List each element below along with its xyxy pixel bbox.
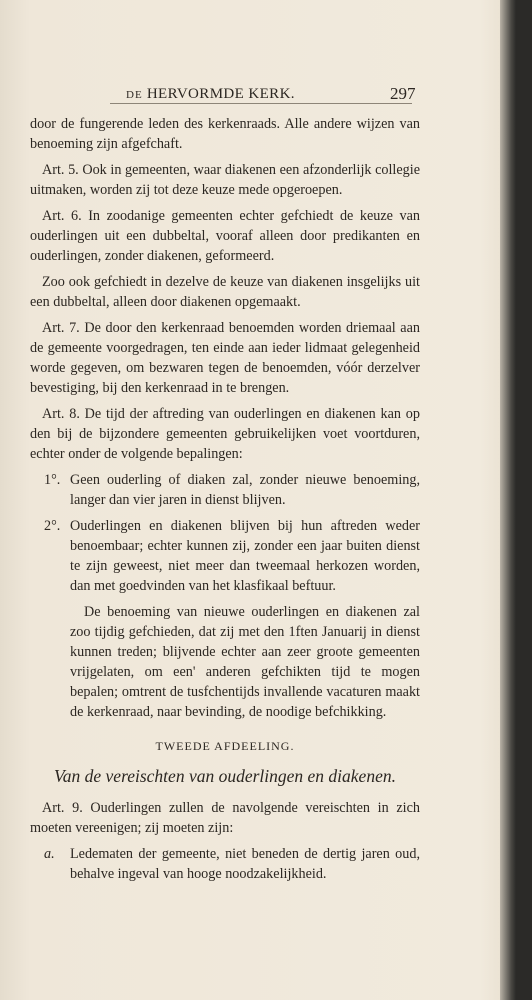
list-item-2 (30, 516, 420, 596)
article-6-continued: Zoo ook gefchiedt in dezelve de keuze van diakenen insgelijks uit een dubbeltal, alleen door diakenen opgemaakt. (30, 274, 420, 310)
section-title: TWEEDE AFDEELING. (155, 739, 295, 753)
page-body (30, 114, 420, 884)
running-head-prefix: DE (126, 89, 143, 101)
running-head-title: HERVORMDE KERK. (146, 86, 295, 102)
page-edge (500, 0, 516, 1000)
page-number: 297 (390, 84, 416, 103)
article-9: Art. 9. Ouderlingen zullen de navolgende vereischten in zich moeten vereenigen; zij moeten zijn: (30, 800, 420, 836)
list-marker-a: a. (44, 846, 55, 862)
running-head (126, 86, 295, 103)
article-8-continued: De benoeming van nieuwe ouderlingen en diakenen zal zoo tijdig gefchieden, dat zij met den 1ften Januarij in dienst kunnen treden; blijvende echter aan zeer groote gemeenten vrijgelaten, om een' anderen gefchikten tijd te mogen bepalen; omtrent de tusfchentijds invallende vacaturen maakt de kerkenraad, naar bevinding, de noodige befchikking. (70, 604, 420, 720)
list-item-1 (30, 470, 420, 510)
list-text-2: Ouderlingen en diakenen blijven bij hun aftreden weder benoembaar; echter kunnen zij, zonder een jaar buiten dienst te zijn geweest, niet meer dan tweemaal herkozen worden, dan met goedvinden van het klasfikaal beftuur. (70, 518, 420, 594)
article-8: Art. 8. De tijd der aftreding van ouderlingen en diakenen kan op den bij de bijzondere gemeenten gebruikelijken voet voortduren, echter onder de volgende bepalingen: (30, 406, 420, 462)
header-rule (110, 103, 412, 104)
list-item-a (30, 844, 420, 884)
list-marker-1: 1°. (44, 472, 61, 488)
list-text-a: Ledematen der gemeente, niet beneden de dertig jaren oud, behalve ingeval van hooge noodzakelijkheid. (70, 846, 420, 882)
section-heading: Van de vereischten van ouderlingen en diakenen. (54, 766, 396, 786)
paragraph-continuation: door de fungerende leden des kerkenraads. Alle andere wijzen van benoeming zijn afgefchaft. (30, 116, 420, 152)
article-6: Art. 6. In zoodanige gemeenten echter gefchiedt de keuze van ouderlingen uit een dubbeltal, vooraf alleen door predikanten en ouderlingen, zonder diakenen, geformeerd. (30, 208, 420, 264)
list-marker-2: 2°. (44, 518, 61, 534)
list-text-1: Geen ouderling of diaken zal, zonder nieuwe benoeming, langer dan vier jaren in dienst blijven. (70, 472, 420, 508)
article-5: Art. 5. Ook in gemeenten, waar diakenen een afzonderlijk collegie uitmaken, worden zij tot deze keuze mede opgeroepen. (30, 162, 420, 198)
article-7: Art. 7. De door den kerkenraad benoemden worden driemaal aan de gemeente voorgedragen, ten einde aan ieder lidmaat gelegenheid worde gegeven, om bezwaren tegen de benoemden, vóór derzelver bevestiging, bij den kerkenraad in te brengen. (30, 320, 420, 396)
